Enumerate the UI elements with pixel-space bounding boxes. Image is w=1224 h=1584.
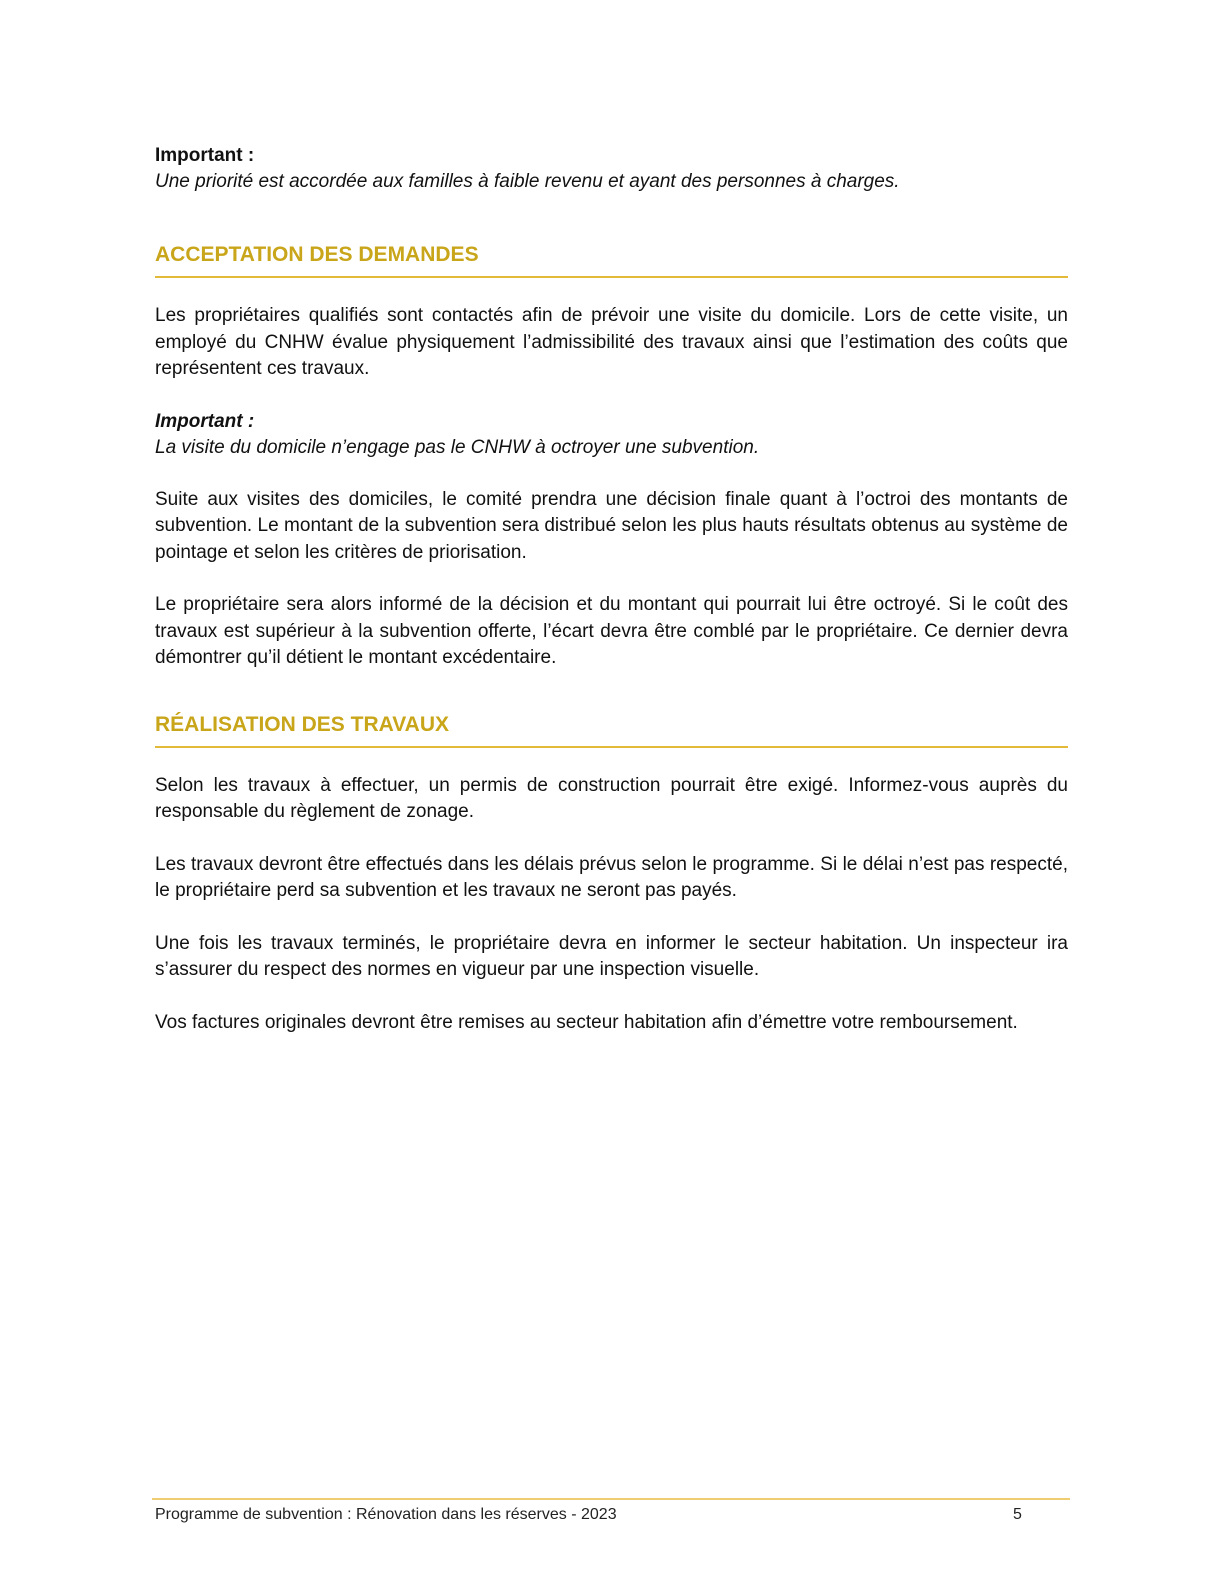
realisation-paragraph-2: Les travaux devront être effectués dans les délais prévus selon le programme. Si le délai n’est pas respecté, le propriétaire perd sa subvention et les travaux ne seront pas payés. xyxy=(155,853,1068,901)
important-label: Important : xyxy=(155,410,255,432)
page-number: 5 xyxy=(1013,1506,1022,1523)
important-label: Important : xyxy=(155,145,255,166)
priority-notice: Une priorité est accordée aux familles à faible revenu et ayant des personnes à charges. xyxy=(155,171,900,192)
page-content xyxy=(155,143,1068,1036)
realisation-paragraph-1: Selon les travaux à effectuer, un permis de construction pourrait être exigé. Informez-vous auprès du responsable du règlement de zonage. xyxy=(155,774,1068,822)
footer-divider xyxy=(152,1498,1070,1500)
footer-title: Programme de subvention : Rénovation dans les réserves - 2023 xyxy=(155,1506,617,1523)
section-heading-realisation: RÉALISATION DES TRAVAUX xyxy=(155,710,1068,748)
realisation-paragraph-4: Vos factures originales devront être remises au secteur habitation afin d’émettre votre remboursement. xyxy=(155,1011,1018,1033)
section-heading-acceptation: ACCEPTATION DES DEMANDES xyxy=(155,240,1068,278)
acceptation-paragraph-3: Le propriétaire sera alors informé de la décision et du montant qui pourrait lui être octroyé. Si le coût des travaux est supérieur à la subvention offerte, l’écart devra être comblé par le propriétaire. Ce dernier devra démontrer qu’il détient le montant excédentaire. xyxy=(155,594,1068,668)
acceptation-paragraph-2: Suite aux visites des domiciles, le comité prendra une décision finale quant à l’octroi des montants de subvention. Le montant de la subvention sera distribué selon les plus hauts résultats obtenus au système de pointage et selon les critères de priorisation. xyxy=(155,488,1068,563)
acceptation-paragraph-1: Les propriétaires qualifiés sont contactés afin de prévoir une visite du domicile. Lors de cette visite, un employé du CNHW évalue physiquement l’admissibilité des travaux ainsi que l’estimation des coûts que représentent ces travaux. xyxy=(155,305,1068,379)
visit-notice: La visite du domicile n’engage pas le CNHW à octroyer une subvention. xyxy=(155,436,760,458)
realisation-paragraph-3: Une fois les travaux terminés, le propriétaire devra en informer le secteur habitation. Un inspecteur ira s’assurer du respect des normes en vigueur par une inspection visuelle. xyxy=(155,932,1068,980)
